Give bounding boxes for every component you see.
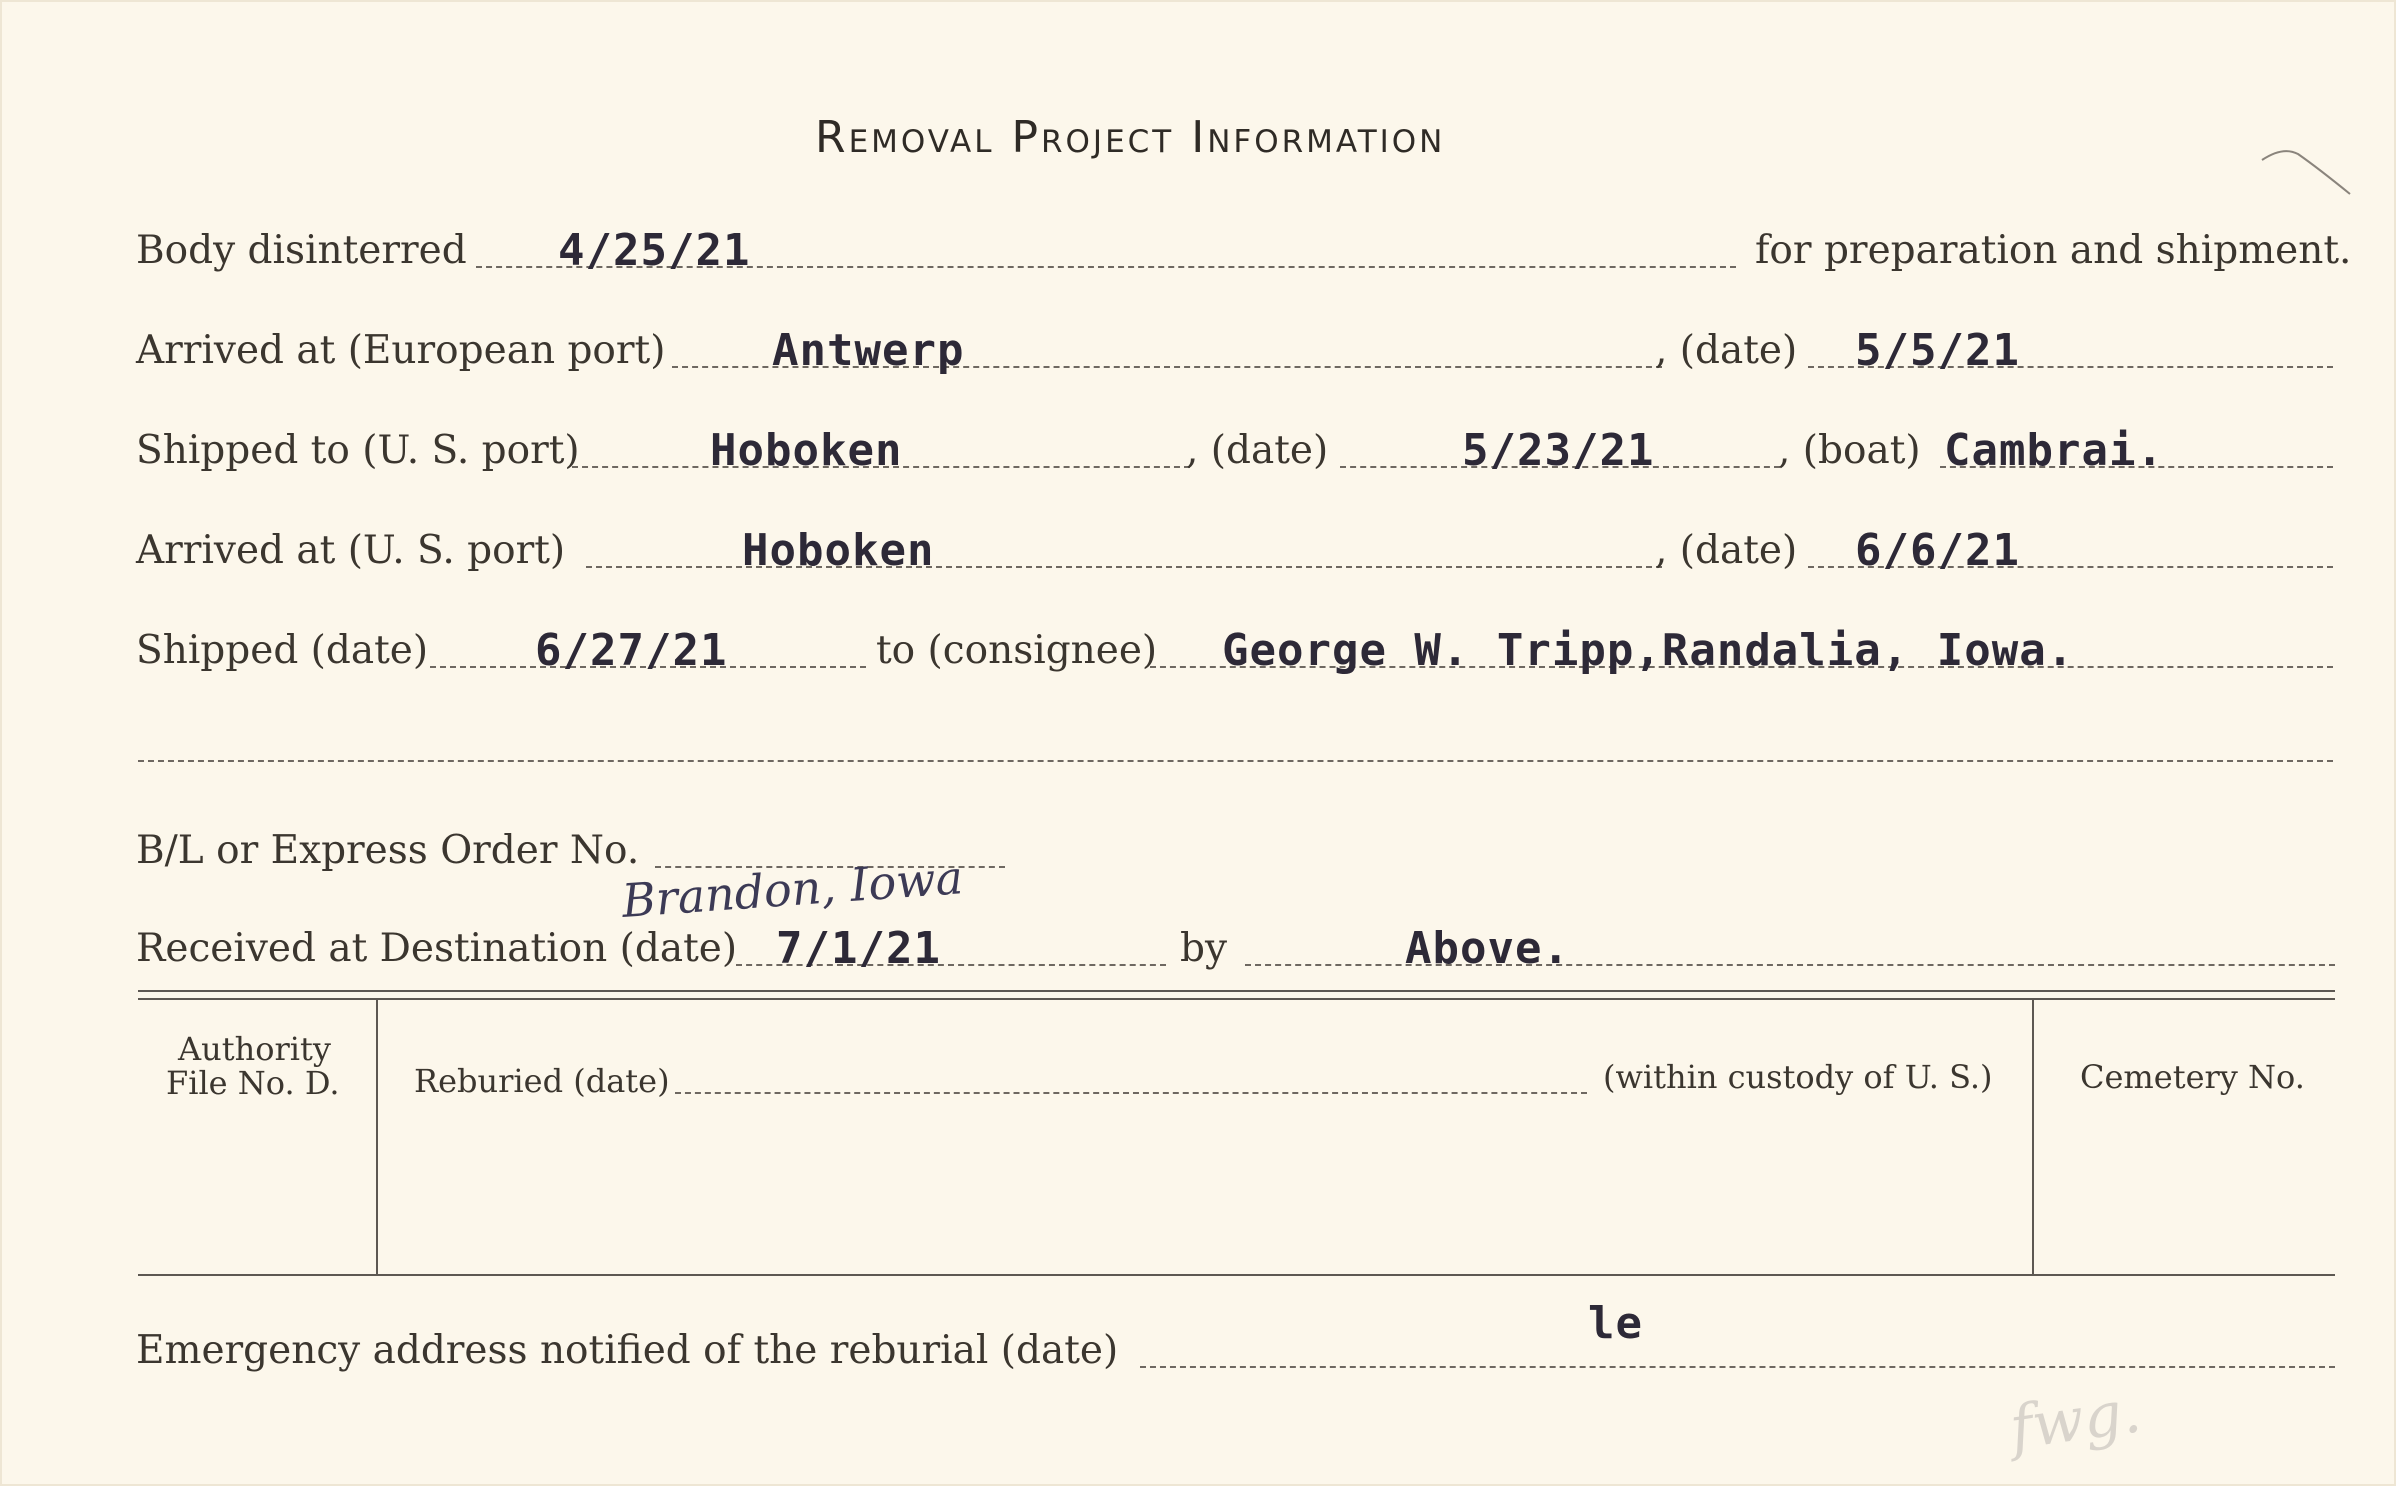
consignee-label: to (consignee) [876,628,1158,673]
received-date-value: 7/1/21 [776,923,941,974]
cemetery-label: Cemetery No. [2080,1058,2305,1096]
by-label: by [1180,926,1227,971]
arrived-us-port-value: Hoboken [742,525,935,576]
us-port-value: Hoboken [710,425,903,476]
table-bottom-rule [138,1274,2335,1276]
custody-label: (within custody of U. S.) [1603,1058,1993,1096]
handwritten-destination: Brandon, Iowa [620,850,965,928]
table-divider-right [2032,998,2034,1274]
consignee-value: George W. Tripp,Randalia, Iowa. [1222,625,2075,676]
authority-label-line1: Authority [178,1030,331,1068]
pencil-initials: fwg. [2005,1376,2146,1464]
shipped-us-date-label: , (date) [1186,428,1329,473]
authority-label-line2: File No. D. [166,1064,340,1102]
dotted-line [675,1092,1587,1094]
table-divider-left [376,998,378,1274]
arrived-european-date: 5/5/21 [1855,325,2020,376]
european-port-value: Antwerp [772,325,965,376]
shipped-date-value: 6/27/21 [535,625,728,676]
form-title: Removal Project Information [815,112,1446,163]
shipped-us-label: Shipped to (U. S. port) [136,428,580,473]
arrived-european-label: Arrived at (European port) [136,328,666,373]
emergency-label: Emergency address notified of the reburial (date) [136,1328,1119,1373]
shipped-us-date: 5/23/21 [1462,425,1655,476]
table-top-rule [138,990,2335,992]
boat-value: Cambrai. [1944,425,2164,476]
dotted-line [138,760,2333,762]
body-disinterred-value: 4/25/21 [558,225,751,276]
arrived-european-date-label: , (date) [1655,328,1798,373]
preparation-suffix: for preparation and shipment. [1755,228,2352,273]
received-label: Received at Destination (date) [136,926,738,971]
arrived-us-date-label: , (date) [1655,528,1798,573]
arrived-us-label: Arrived at (U. S. port) [136,528,566,573]
shipped-date-label: Shipped (date) [136,628,429,673]
boat-label: , (boat) [1778,428,1921,473]
arrived-us-date: 6/6/21 [1855,525,2020,576]
received-by-value: Above. [1405,923,1570,974]
body-disinterred-label: Body disinterred [136,228,467,273]
emergency-value: le [1588,1298,1643,1349]
table-top-rule-double [138,998,2335,1000]
bl-order-label: B/L or Express Order No. [136,828,640,873]
pencil-mark [2258,140,2358,200]
dotted-line [1140,1366,2335,1368]
reburied-label: Reburied (date) [414,1062,670,1100]
